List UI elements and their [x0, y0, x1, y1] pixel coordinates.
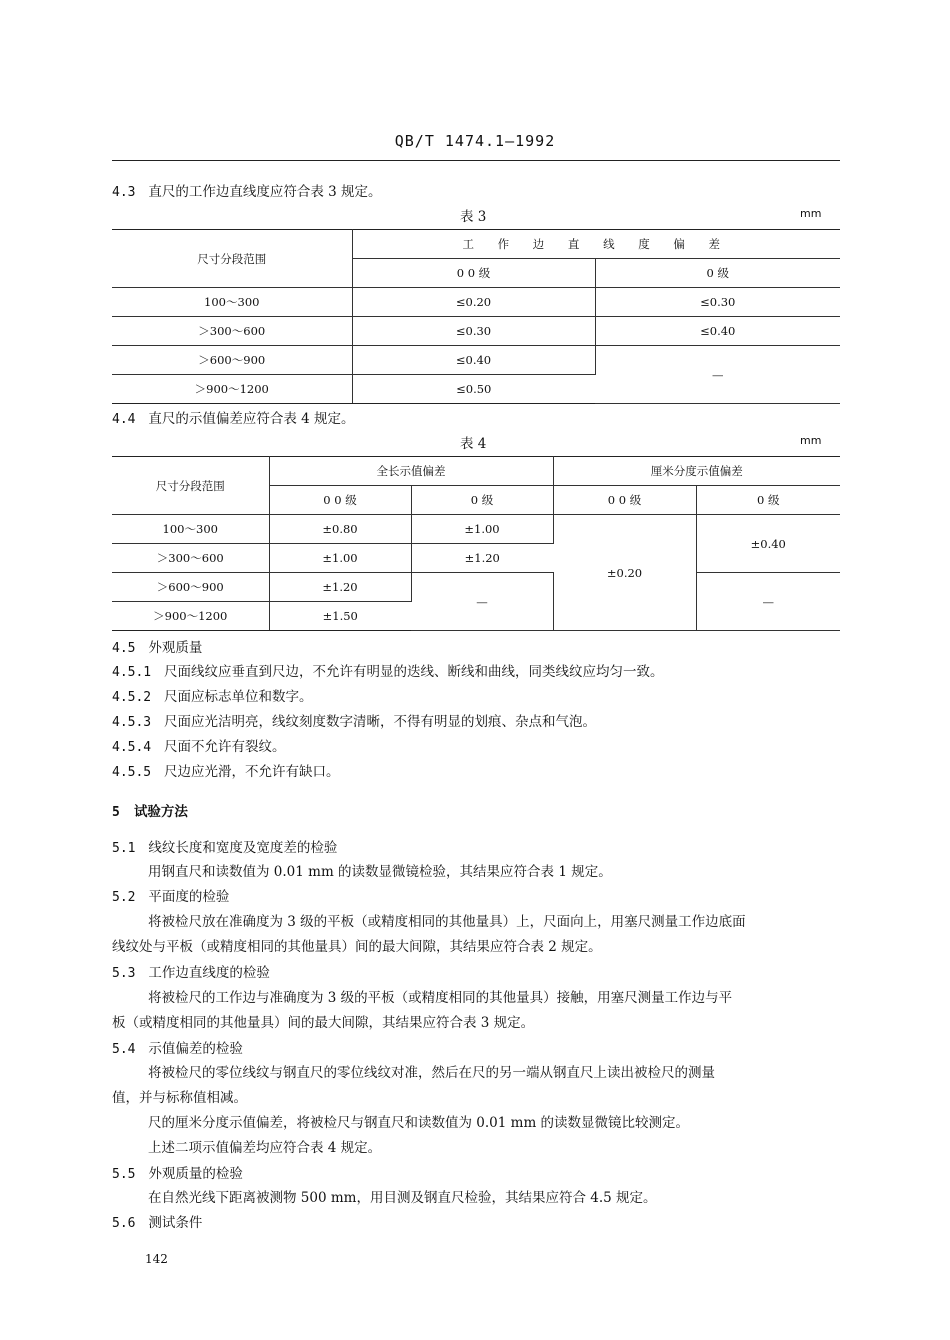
- clause-number: 4.5.5: [112, 765, 152, 780]
- table4-cell: —: [411, 573, 553, 631]
- table-row: [112, 288, 840, 317]
- table3-cell: ≤0.30: [352, 317, 595, 346]
- table4-unit: mm: [800, 434, 822, 447]
- table3-col-range: 尺寸分段范围: [112, 230, 352, 288]
- clause-text: 测试条件: [148, 1215, 203, 1231]
- paragraph: 值，并与标称值相减。: [112, 1090, 247, 1106]
- table4-cell: ±1.00: [269, 544, 411, 573]
- table4-caption: 表 4: [460, 436, 487, 452]
- table3-col-00: 0 0 级: [352, 259, 595, 288]
- clause-number: 4.3: [112, 185, 136, 200]
- table4-cell: ＞900～1200: [112, 602, 269, 631]
- clause-number: 5.1: [112, 841, 136, 856]
- paragraph: 板（或精度相同的其他量具）间的最大间隙，其结果应符合表 3 规定。: [112, 1015, 535, 1031]
- table3-cell: ≤0.40: [352, 346, 595, 375]
- page-number: 142: [145, 1252, 168, 1266]
- clause-4-5-5: [112, 760, 340, 780]
- table3-unit: mm: [800, 207, 822, 220]
- table4-cell: ±1.20: [411, 544, 553, 573]
- clause-number: 5.5: [112, 1167, 136, 1182]
- clause-4-5-1: [112, 660, 664, 680]
- clause-text: 线纹长度和宽度及宽度差的检验: [148, 840, 338, 856]
- table3-cell: 100～300: [112, 288, 352, 317]
- clause-5-2: [112, 885, 229, 905]
- table-row: [112, 573, 840, 602]
- table3-cell: ＞900～1200: [112, 375, 352, 404]
- clause-5-3: [112, 961, 270, 981]
- table4-cell: —: [696, 573, 840, 631]
- table4-group-full: 全长示值偏差: [269, 457, 553, 486]
- paragraph: 将被检尺放在准确度为 3 级的平板（或精度相同的其他量具）上，尺面向上，用塞尺测量工作边底面: [148, 914, 746, 930]
- table-row: [112, 317, 840, 346]
- clause-text: 直尺的示值偏差应符合表 4 规定。: [148, 411, 355, 427]
- table4-col-0: 0 级: [696, 486, 840, 515]
- table3-cell: ≤0.20: [352, 288, 595, 317]
- table3-col-0: 0 级: [595, 259, 840, 288]
- table3-cell: ≤0.30: [595, 288, 840, 317]
- table4-col-0: 0 级: [411, 486, 553, 515]
- clause-number: 5.3: [112, 966, 136, 981]
- clause-4-3: [112, 180, 382, 200]
- table3-caption: 表 3: [460, 209, 487, 225]
- table-row: [112, 515, 840, 544]
- clause-text: 外观质量: [148, 640, 203, 656]
- header-rule: [112, 160, 840, 161]
- clause-text: 试验方法: [133, 804, 188, 820]
- clause-text: 外观质量的检验: [148, 1166, 243, 1182]
- table4-cell: ＞600～900: [112, 573, 269, 602]
- table3-col-group: 工 作 边 直 线 度 偏 差: [352, 230, 840, 259]
- table3-cell: —: [595, 346, 840, 404]
- clause-5-6: [112, 1211, 202, 1231]
- table3-cell: ＞600～900: [112, 346, 352, 375]
- clause-5-4: [112, 1037, 243, 1057]
- clause-5-5: [112, 1162, 243, 1182]
- clause-number: 4.5.3: [112, 715, 152, 730]
- table-4: [112, 456, 840, 631]
- table4-cell: ±0.40: [696, 515, 840, 573]
- clause-5-1: [112, 836, 337, 856]
- clause-text: 尺面不允许有裂纹。: [164, 739, 286, 755]
- clause-number: 5.4: [112, 1042, 136, 1057]
- clause-4-5-3: [112, 710, 596, 730]
- clause-number: 4.5.2: [112, 690, 152, 705]
- clause-number: 4.5: [112, 641, 136, 656]
- clause-number: 4.5.4: [112, 740, 152, 755]
- clause-number: 5.6: [112, 1216, 136, 1231]
- table-3: [112, 229, 840, 404]
- clause-text: 尺面应光洁明亮，线纹刻度数字清晰，不得有明显的划痕、杂点和气泡。: [164, 714, 597, 730]
- table4-cell: ±1.00: [411, 515, 553, 544]
- table-row: [112, 346, 840, 375]
- paragraph: 将被检尺的零位线纹与钢直尺的零位线纹对准，然后在尺的另一端从钢直尺上读出被检尺的测量: [148, 1065, 715, 1081]
- table4-col-range: 尺寸分段范围: [112, 457, 269, 515]
- clause-text: 工作边直线度的检验: [148, 965, 270, 981]
- paragraph: 线纹处与平板（或精度相同的其他量具）间的最大间隙，其结果应符合表 2 规定。: [112, 939, 602, 955]
- table3-cell: ≤0.40: [595, 317, 840, 346]
- table3-cell: ≤0.50: [352, 375, 595, 404]
- clause-text: 平面度的检验: [148, 889, 230, 905]
- clause-text: 示值偏差的检验: [148, 1041, 243, 1057]
- table4-cell: ±0.80: [269, 515, 411, 544]
- table4-cell: ＞300～600: [112, 544, 269, 573]
- clause-text: 尺边应光滑，不允许有缺口。: [164, 764, 340, 780]
- paragraph: 在自然光线下距离被测物 500 mm，用目测及钢直尺检验，其结果应符合 4.5 规定。: [148, 1190, 657, 1206]
- table3-cell: ＞300～600: [112, 317, 352, 346]
- clause-number: 4.4: [112, 412, 136, 427]
- clause-number: 4.5.1: [112, 665, 152, 680]
- table4-col-00: 0 0 级: [553, 486, 696, 515]
- paragraph: 将被检尺的工作边与准确度为 3 级的平板（或精度相同的其他量具）接触，用塞尺测量工作边与平: [148, 990, 733, 1006]
- table4-cell: ±1.50: [269, 602, 411, 631]
- clause-text: 直尺的工作边直线度应符合表 3 规定。: [148, 184, 382, 200]
- paragraph: 上述二项示值偏差均应符合表 4 规定。: [148, 1140, 382, 1156]
- table4-cell: ±1.20: [269, 573, 411, 602]
- clause-number: 5: [112, 805, 120, 820]
- section-5-heading: [112, 800, 188, 820]
- clause-text: 尺面应标志单位和数字。: [164, 689, 313, 705]
- paragraph: 尺的厘米分度示值偏差，将被检尺与钢直尺和读数值为 0.01 mm 的读数显微镜比较测定。: [148, 1115, 690, 1131]
- table4-col-00: 0 0 级: [269, 486, 411, 515]
- clause-4-5: [112, 636, 202, 656]
- clause-4-5-2: [112, 685, 313, 705]
- table4-cell: 100～300: [112, 515, 269, 544]
- paragraph: 用钢直尺和读数值为 0.01 mm 的读数显微镜检验，其结果应符合表 1 规定。: [148, 864, 612, 880]
- clause-4-4: [112, 407, 355, 427]
- clause-number: 5.2: [112, 890, 136, 905]
- clause-4-5-4: [112, 735, 286, 755]
- table4-group-cm: 厘米分度示值偏差: [553, 457, 840, 486]
- table4-cell: ±0.20: [553, 515, 696, 631]
- page-header: QB/T 1474.1—1992: [394, 132, 556, 150]
- clause-text: 尺面线纹应垂直到尺边，不允许有明显的迭线、断线和曲线，同类线纹应均匀一致。: [164, 664, 664, 680]
